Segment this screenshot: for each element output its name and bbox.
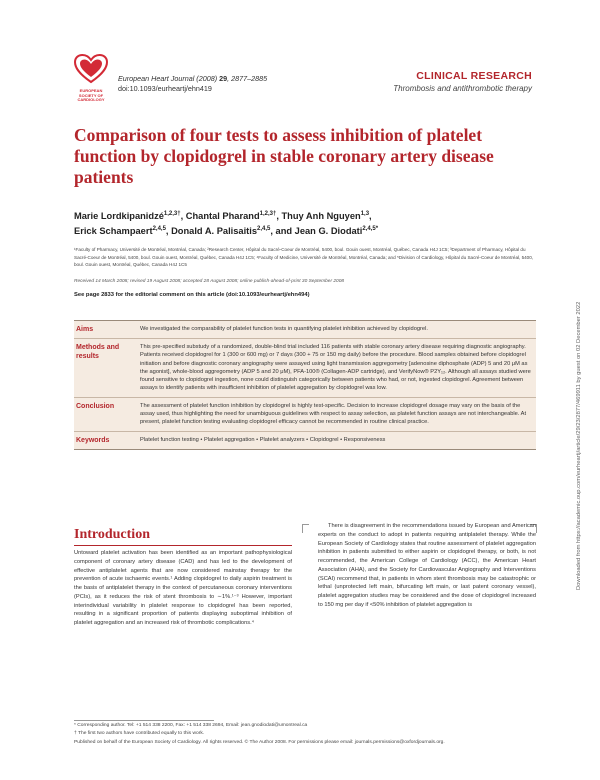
- download-note-text: Downloaded from https://academic.oup.com/eurheartj/article/29/23/2877/469911 by guest on 02 December 2022: [576, 301, 582, 590]
- logo-text: EUROPEAN SOCIETY OF CARDIOLOGY: [77, 88, 105, 103]
- esc-logo: [74, 54, 108, 103]
- abstract-text: We investigated the comparability of platelet function tests in quantifying platelet inhibition achieved by clopidogrel.: [140, 326, 428, 332]
- abstract-row-methods: [74, 338, 536, 397]
- editorial-note: See page 2833 for the editorial comment on this article (doi:10.1093/eurheartj/ehn494): [74, 292, 310, 298]
- abstract-text: The assessment of platelet function inhibition by clopidogrel is highly test-specific. Decision to increase clopidogrel dosage may vary on the basis of the assay used, thus highlighting the need for unambiguous guidelines with respect to assay selection, as platelet function assays are not interchangeable. At present, platelet function testing evaluating clopidogrel efficacy cannot be recommended in routine clinical practice.: [140, 402, 527, 426]
- keywords-text: Platelet function testing • Platelet aggregation • Platelet analyzers • Clopidogrel • Responsiveness: [140, 436, 386, 443]
- footnotes: [74, 722, 536, 747]
- abstract-row-keywords: [74, 431, 536, 450]
- journal-name: European Heart Journal (2008): [118, 74, 218, 83]
- heading-rule: [74, 545, 292, 546]
- section-header: [393, 70, 532, 93]
- copyright-note: Published on behalf of the European Society of Cardiology. All rights reserved. © The Author 2008. For permissions please email: journals.permissions@oxfordjournals.org.: [74, 739, 445, 745]
- intro-paragraph-right: There is disagreement in the recommendations issued by European and American experts on the conduct to adopt in patients requiring antiplatelet therapy. While the European Society of Cardiology states that routine assessment of platelet aggregation inhibition in patients submitted to either aspirin or clopidogrel therapy, or both, is not recommended, the American College of Cardiology (ACC), the American Heart Association (AHA), and the Society for Cardiovascular Angiography and Interventions (SCAI) recommend that, in patients in whom stent thrombosis may be catastrophic or lethal (unprotected left main, bifurcating left main, or last patent coronary vessel), platelet aggregation studies may be considered and the dose of clopidogrel increased to 150 mg per day if <50% inhibition of platelet aggregation is: [318, 523, 536, 608]
- heart-logo-icon: [74, 54, 108, 84]
- author[interactable]: Erick Schampaert$^{2,4,5}$: [74, 226, 166, 237]
- author[interactable]: Donald A. Palisaitis$^{2,4,5}$: [171, 226, 271, 237]
- author[interactable]: Jean G. Diodati$^{2,4,5}$: [294, 226, 376, 237]
- introduction-heading: Introduction: [74, 527, 150, 542]
- section-subtitle: Thrombosis and antithrombotic therapy: [393, 84, 532, 93]
- abstract-label: Aims: [76, 326, 94, 333]
- abstract-label: Conclusion: [76, 402, 115, 410]
- author[interactable]: Thuy Anh Nguyen$^{1,3}$: [281, 211, 370, 222]
- journal-pages: , 2877–2885: [227, 74, 268, 83]
- author-list: Marie Lordkipanidzé$^{1,2,3\dagger}$, Chantal Pharand$^{1,2,3\dagger}$, Thuy Anh Nguyen$^{1,3}$, Erick Schampaert$^{2,4,5}$, Donald A. Palisaitis$^{2,4,5}$, and Jean G. Diodati$^{2,4,5*}$: [74, 211, 379, 237]
- section-title: CLINICAL RESEARCH: [416, 70, 532, 82]
- journal-volume: 29: [219, 74, 228, 83]
- journal-doi[interactable]: doi:10.1093/eurheartj/ehn419: [118, 84, 212, 93]
- abstract-row-conclusion: [74, 397, 536, 431]
- abstract-row-aims: [74, 320, 536, 338]
- abstract-text: This pre-specified substudy of a randomized, double-blind trial included 116 patients with stable coronary artery disease requiring diagnostic angiography. Patients received clopidogrel for 1 (300 or 600 mg) or 7 days (300 + 75 or 150 mg daily) before the procedure. Blood samples obtained before clopidogrel initiation and before diagnostic coronary angiography were assayed using light transmission aggregometry [adenosine diphosphate (ADP) 5 and 20 μM as the agonist], whole-blood aggregometry (ADP 5 and 20 μM), PFA-100® (Collagen-ADP cartridge), and VerifyNow® P2Y₁₂. Although all assays studied were found sensitive to clopidogrel ingestion, none could distinguish categorically between patients who had, or not, ingested clopidogrel. Agreement between assays to identify patients with insufficient inhibition of platelet aggregation by clopidogrel was low.: [140, 344, 531, 392]
- intro-paragraph-left: Untoward platelet activation has been identified as an important pathophysiological component of coronary artery disease (CAD) and has led to the development of effective antiplatelet agents that are now considered mainstay therapy for the prevention of acute ischaemic events.¹ Adding clopidogrel to daily aspirin treatment is the basis of antiplatelet therapy in the context of percutaneous coronary interventions (PCIs), as it reduces the risk of stent thrombosis to ∼1%.¹⁻³ However, important interindividual variability in platelet response to clopidogrel has been reported, resulting in a significant proportion of patients displaying suboptimal inhibition of platelet aggregation and an increased risk of thrombotic complications.⁴: [74, 550, 292, 626]
- paper-title: Comparison of four tests to assess inhibition of platelet function by clopidogrel in stable coronary artery disease patients: [74, 125, 494, 187]
- equal-contribution-note: † The first two authors have contributed equally to this work.: [74, 731, 205, 737]
- download-watermark: [576, 210, 584, 590]
- footnote-rule: [74, 720, 214, 721]
- author[interactable]: Chantal Pharand$^{1,2,3\dagger}$: [185, 211, 277, 222]
- abstract-label: Keywords: [76, 436, 110, 444]
- column-bracket-left: [302, 524, 309, 533]
- affiliations: ¹Faculty of Pharmacy, Université de Montréal, Montréal, Canada; ²Research Center, Hôpital du Sacré-Coeur de Montréal, 5400, boul. Gouin ouest, Montréal, Québec, Canada H4J 1C5; ³Department of Pharmacy, Hôpital du Sacré-Coeur de Montréal, 5400, boul. Gouin ouest, Montréal, Québec, Canada H4J 1C5; ⁴Faculty of Medicine, Université de Montréal, Montréal, Canada; and ⁵Division of Cardiology, Hôpital du Sacré-Coeur de Montréal, 5400, boul. Gouin ouest, Montréal, Québec, Canada H4J 1C5: [74, 247, 534, 267]
- received-dates: Received 14 March 2008; revised 19 August 2008; accepted 28 August 2008; online publish-ahead-of-print 30 September 2008: [74, 279, 345, 284]
- corresponding-author-note: * Corresponding author. Tel: +1 514 338 2200, Fax: +1 514 338 2694, Email: jean.gnodiodati@umontreal.ca: [74, 723, 308, 728]
- author[interactable]: Marie Lordkipanidzé$^{1,2,3\dagger}$: [74, 211, 181, 222]
- structured-abstract: [74, 320, 536, 450]
- abstract-label: Methods and results: [76, 344, 120, 360]
- journal-citation: [118, 74, 267, 94]
